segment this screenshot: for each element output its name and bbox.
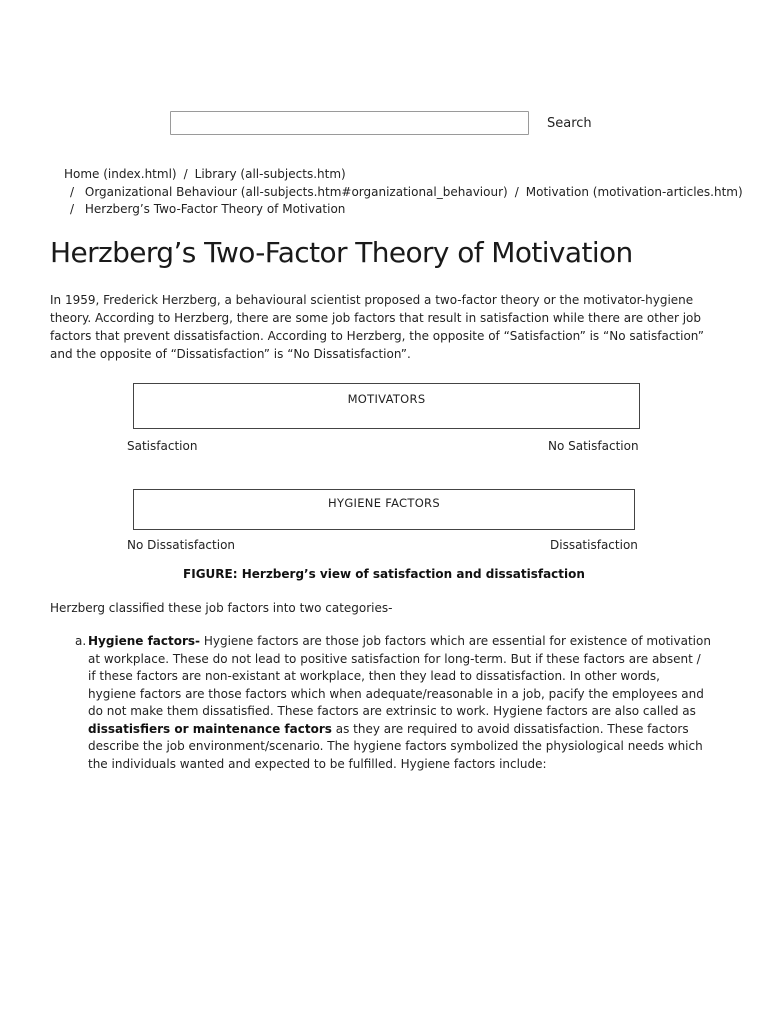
breadcrumb-line [64, 184, 743, 202]
breadcrumb-current: Herzberg’s Two-Factor Theory of Motivation [84, 202, 346, 216]
intro-paragraph: In 1959, Frederick Herzberg, a behavioural scientist proposed a two-factor theory or the motivator-hygiene theory. According to Herzberg, there are some job factors that result in satisfaction while there are other job factors that prevent dissatisfaction. According to Herzberg, the opposite of “Satisfaction” is “No satisfaction” and the opposite of “Dissatisfaction” is “No Dissatisfaction”. [50, 293, 704, 361]
motivators-box [133, 383, 640, 429]
hygiene-factors-label: HYGIENE FACTORS [328, 496, 440, 510]
breadcrumb-motivation-link[interactable]: Motivation (motivation-articles.htm) [525, 184, 743, 199]
hygiene-factors-text: Hygiene factors are those job factors which are essential for existence of motivation at workplace. These do not lead to positive satisfaction for long-term. But if these factors are absent / if these factors are non-existant at workplace, then they lead to dissatisfaction. In other words, hygiene factors are those factors which when adequate/reasonable in a job, pacify the employees and do not make them dissatisfied. These factors are extrinsic to work. Hygiene factors are also called as [88, 634, 711, 718]
breadcrumb-line [64, 166, 724, 184]
categories-intro: Herzberg classified these job factors into two categories- [50, 601, 393, 615]
dissatisfiers-term: dissatisfiers or maintenance factors [88, 721, 332, 736]
breadcrumb-separator: / [514, 184, 519, 199]
breadcrumb-library-link[interactable]: Library (all-subjects.htm) [194, 167, 346, 181]
list-item [75, 633, 711, 773]
breadcrumb-separator: / [70, 202, 75, 216]
factor-list [75, 633, 711, 773]
search-bar [170, 111, 592, 135]
satisfaction-label: Satisfaction [127, 439, 198, 453]
search-input[interactable] [170, 111, 529, 135]
dissatisfaction-label: Dissatisfaction [550, 538, 638, 552]
hygiene-factors-text-continued: as they are required to avoid dissatisfaction. These factors describe the job environment/scenario. The hygiene factors symbolized the physiological needs which the individuals wanted and expected to be fulfilled. Hygiene factors include: [88, 721, 703, 771]
page-title: Herzberg’s Two-Factor Theory of Motivation [50, 236, 633, 269]
search-button[interactable]: Search [547, 115, 592, 131]
no-dissatisfaction-label: No Dissatisfaction [127, 538, 236, 552]
motivators-label: MOTIVATORS [347, 392, 426, 406]
breadcrumb-separator: / [70, 184, 75, 199]
satisfaction-figure [126, 383, 642, 563]
breadcrumb [64, 166, 743, 219]
no-satisfaction-label: No Satisfaction [548, 439, 639, 453]
breadcrumb-separator: / [183, 167, 188, 181]
list-marker: a. [75, 634, 87, 648]
hygiene-factors-box [133, 489, 635, 530]
breadcrumb-org-behaviour-link[interactable]: Organizational Behaviour (all-subjects.htm#organizational_behaviour) [84, 184, 508, 199]
figure-caption: FIGURE: Herzberg’s view of satisfaction and dissatisfaction [183, 567, 585, 581]
hygiene-factors-term: Hygiene factors- [88, 634, 201, 648]
breadcrumb-home-link[interactable]: Home (index.html) [64, 167, 177, 181]
breadcrumb-line [64, 201, 724, 219]
